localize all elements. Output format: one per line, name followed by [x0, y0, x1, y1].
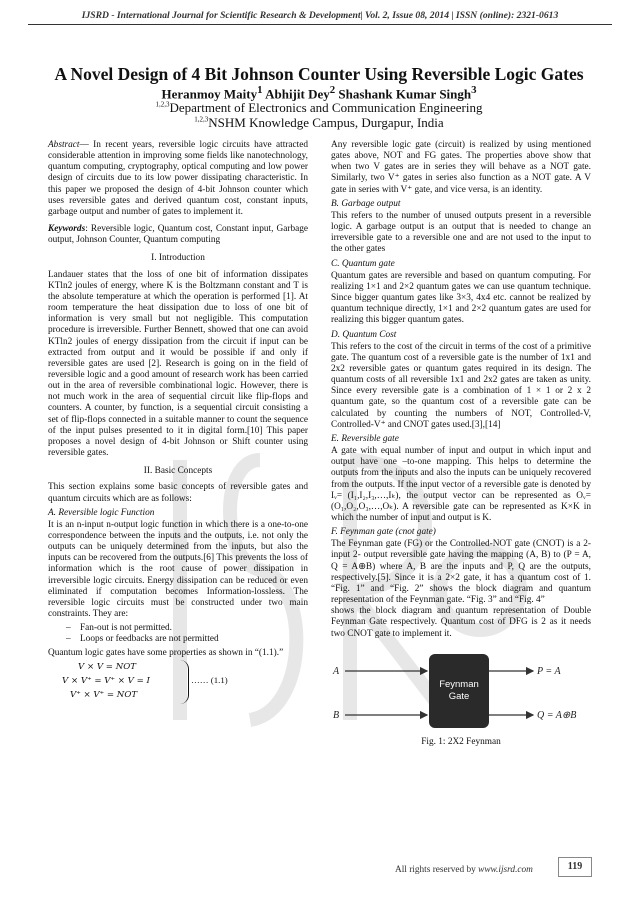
introduction-paragraph: Landauer states that the loss of one bit of information dissipates KTln2 joules of energy, where K is the Boltzmann constant and T is the absolute temperature at which the operation is performed [1]. At room temperature the heat dissipation due to loss of one bit of information is very small but not negligible. This computation procedure is irreversible. Further Bennett, showed that one can avoid KTln2 joules of energy dissipation from the circuit if input can be extracted from output and it would be possible if and only if reversible gates are used [2]. Research is going on in the field of reversible logic and a good amount of research work has been carried out in the area of reversible combinational logic. However, there is not much work in the area of sequential circuit like flip-flops and counters. A counter, by function, is a sequential circuit consisting a set of flip-flops connected in a suitable manner to count the sequence of the input pulses presented to it in digital form.[10] This paper proposes a novel design of 4-bit Johnson or Shift counter using reversible gates. [48, 269, 308, 459]
subsection-heading-feynman-gate: F. Feynman gate (cnot gate) [331, 527, 436, 538]
section-heading-introduction: I. Introduction [151, 253, 205, 264]
input-b-label: B [333, 709, 340, 721]
subsection-heading-reversible-gate: E. Reversible gate [331, 433, 399, 444]
constraint-list [66, 623, 308, 645]
equation-line: V × V = NOT [78, 661, 137, 672]
header-rule [28, 24, 612, 25]
quantum-properties-text: Quantum logic gates have some properties as shown in “(1.1).” [48, 647, 284, 658]
feynman-gate-diagram [331, 646, 591, 734]
equation-brace [180, 660, 189, 704]
affiliation-sup: 1,2,3 [194, 115, 209, 124]
equation-block [48, 662, 308, 704]
output-p-label: P = A [537, 665, 561, 677]
author-name: Heranmoy Maity [161, 86, 258, 102]
quantum-gate-text: Quantum gates are reversible and based on quantum computing. For realizing 1×1 and 2×2 quantum gates we can use quantum technique. Since bigger quantum gates like 3×3, 4x4 etc. cannot be realized by quantum technique directly, 1×1 and 2×2 quantum gates are used for realizing this bigger quantum gates. [331, 270, 591, 326]
affiliation-department [20, 100, 618, 116]
subsection-heading-quantum-cost: D. Quantum Cost [331, 329, 397, 340]
double-feynman-text: shows the block diagram and quantum representation of Double Feynman Gate respectively. Quantum cost of DFG is 2 as it needs two CNOT gate to implement it. [331, 606, 591, 639]
author-sup: 3 [471, 84, 477, 96]
subsection-heading-reversible-function: A. Reversible logic Function [48, 507, 155, 518]
section-heading-basic-concepts: II. Basic Concepts [143, 466, 213, 477]
author-name: Shashank Kumar Singh [338, 86, 472, 102]
abstract [48, 140, 308, 218]
equation-number: …… (1.1) [191, 674, 228, 685]
feynman-gate-figure [331, 646, 591, 747]
output-q-label: Q = A⊕B [537, 709, 577, 721]
input-a-label: A [333, 665, 340, 677]
footer-site-link[interactable]: www.ijsrd.com [478, 865, 533, 875]
keywords-text: : Reversible logic, Quantum cost, Constant input, Garbage output, Johnson Counter, Quantum computing [48, 224, 308, 246]
reversible-gate-text: A gate with equal number of input and output in which input and output have one –to-one mapping. This helps to determine the outputs from the inputs and also the inputs can be uniquely recovered from the outputs. If the input vector of a reversible gate is denoted by Iᵥ= (I₁,I₂,I₃,…,Iₖ), the output vector can be represented as Oᵥ= (O₁,O₂,O₃,…,Oₖ). A reversible gate can be represented as K×K in which the number of input and output is K. [331, 446, 591, 523]
author-sup: 2 [329, 84, 336, 96]
affiliation-text: Department of Electronics and Communication Engineering [169, 100, 483, 115]
keywords-label: Keywords [48, 224, 86, 235]
abstract-text: — In recent years, reversible logic circuits have attracted considerable attention in improving some fields like nanotechnology, quantum computing, cryptography, optical computing and low power design of circuits due to its low power dissipating characteristic. In this paper we proposed the design of 4-bit Johnson counter which uses reversible gates and derived quantum cost, constant inputs, garbage output and number of gates to implement it. [48, 140, 308, 217]
abstract-label: Abstract [48, 140, 80, 150]
list-item: – Loops or feedbacks are not permitted [66, 634, 308, 645]
affiliation-sup: 1,2,3 [155, 100, 170, 109]
author-name: Abhijit Dey [265, 86, 330, 102]
left-column [48, 140, 308, 704]
reversible-function-text: It is an n-input n-output logic function in which there is a one-to-one correspondence between the inputs and the outputs, i.e. not only the outputs can be uniquely determined from the inputs, but also the inputs can be recovered from the outputs.[6] This prevents the loss of information which is the root cause of power dissipation in irreversible logic circuits. Energy dissipation can be reduced or even eliminated if computation becomes Information-lossless. The reversible logic circuits must be constructed under two main constraints. They are: [48, 519, 308, 620]
equation-line: V⁺ × V⁺ = NOT [70, 689, 138, 700]
list-item: – Fan-out is not permitted. [66, 623, 308, 634]
gate-label-line1: Feynman [439, 678, 479, 690]
author-sup: 1 [257, 84, 263, 96]
equation-line: V × V⁺ = V⁺ × V = I [62, 675, 150, 686]
feynman-gate-text: The Feynman gate (FG) or the Controlled-NOT gate (CNOT) is a 2-input 2- output reversible gate having the mapping (A, B) to (P = A, Q = A⊕B) where A, B are the inputs and P, Q are the outputs, respectively.[5]. Since it is a 2×2 gate, it has a quantum cost of 1. “Fig. 1” and “Fig. 2” shows the block diagram and quantum representation of the Feynman gate. “Fig. 3” and “Fig. 4” [331, 539, 591, 606]
garbage-output-text: This refers to the number of unused outputs present in a reversible logic. A garbage output is an output that is needed to change an irreversible gate to a reversible one and are not used to the input to the other gates [331, 210, 591, 255]
subsection-heading-quantum-gate: C. Quantum gate [331, 258, 395, 269]
basic-concepts-intro: This section explains some basic concepts of reversible gates and quantum circuits which are as follows: [48, 482, 308, 504]
gates-paragraph: Any reversible logic gate (circuit) is realized by using mentioned gates above, NOT and FG gates. The properties above show that when two V gates are in series they will behave as a NOT gate. Similarly, two V⁺ gates in series also function as a NOT gate. A V gate in series with V⁺ gate, and vice versa, is an identity. [331, 140, 591, 195]
right-column [331, 140, 591, 747]
keywords [48, 224, 308, 246]
quantum-cost-text: This refers to the cost of the circuit in terms of the cost of a primitive gate. The quantum cost of a reversible gate is the number of 1x1 and 2x2 reversible gates or quantum gates required in its design. The quantum costs of all reversible 1x1 and 2x2 gates are taken as unity. Since every reversible gate is a combination of 1 × 1 or 2 x 2 quantum gate, so the quantum cost of a reversible gate can be calculated by counting the numbers of NOT, Controlled-V, Controlled-V⁺ and CNOT gates used.[3],[14] [331, 341, 591, 430]
gate-label-line2: Gate [448, 690, 470, 702]
affiliation-campus [20, 115, 618, 131]
paper-title: A Novel Design of 4 Bit Johnson Counter Using Reversible Logic Gates [54, 64, 584, 84]
subsection-heading-garbage-output: B. Garbage output [331, 198, 401, 209]
journal-header: IJSRD - International Journal for Scientific Research & Development| Vol. 2, Issue 08, 2014 | ISSN (online): 2321-0613 [81, 10, 559, 21]
figure-caption: Fig. 1: 2X2 Feynman [421, 736, 501, 747]
footer-rights [395, 865, 533, 875]
affiliation-text: NSHM Knowledge Campus, Durgapur, India [208, 115, 444, 130]
page-number: 119 [558, 857, 592, 877]
footer-rights-prefix: All rights reserved by [395, 865, 479, 875]
